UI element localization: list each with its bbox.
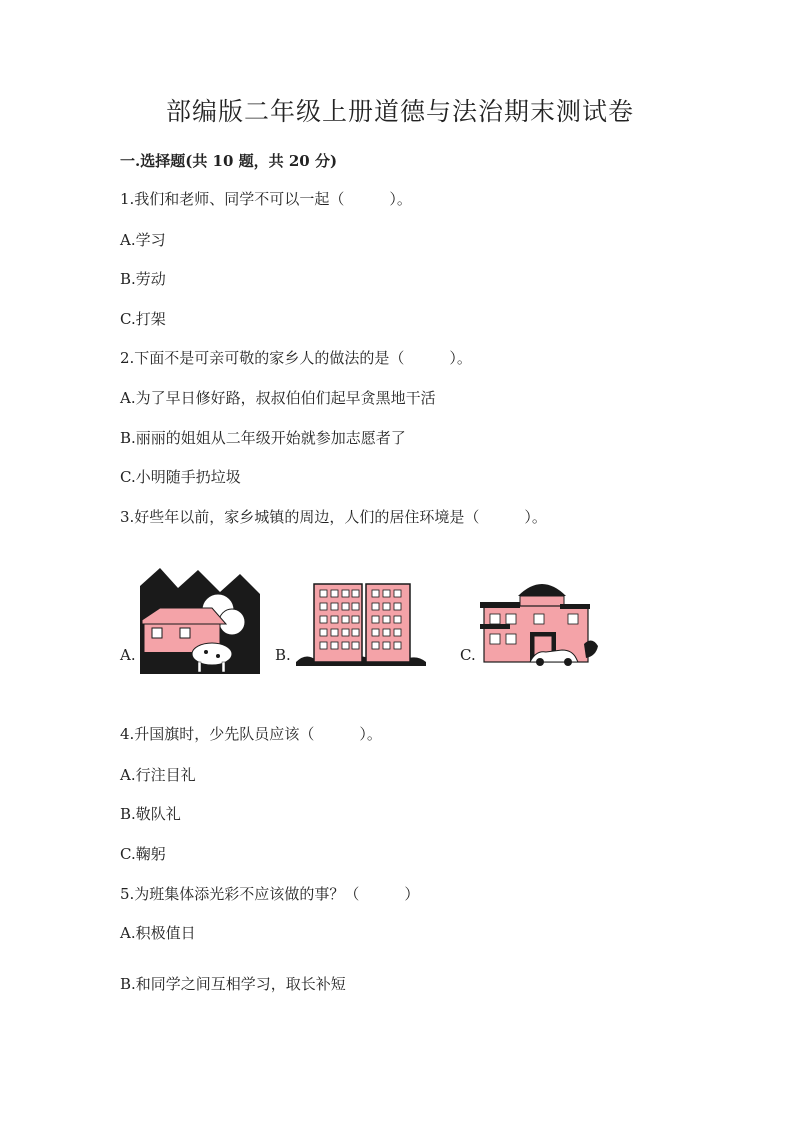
q3-option-b-label: B.: [275, 646, 291, 664]
question-2: 2.下面不是可亲可敬的家乡人的做法的是（ ）。: [120, 349, 472, 367]
question-3: 3.好些年以前，家乡城镇的周边，人们的居住环境是（ ）。: [120, 508, 547, 526]
village-house-picture: [140, 566, 260, 674]
q4-option-b: B.敬队礼: [120, 805, 181, 823]
question-1: 1.我们和老师、同学不可以一起（ ）。: [120, 190, 412, 208]
q5-option-b: B.和同学之间互相学习，取长补短: [120, 975, 346, 993]
q2-option-a: A.为了早日修好路，叔叔伯伯们起早贪黑地干活: [120, 389, 436, 407]
q2-option-c: C.小明随手扔垃圾: [120, 468, 241, 486]
q1-option-a: A.学习: [120, 231, 166, 249]
q4-option-c: C.鞠躬: [120, 845, 166, 863]
q3-option-a-label: A.: [120, 646, 136, 664]
section-heading: 一.选择题(共 10 题，共 20 分): [120, 152, 338, 170]
question-5: 5.为班集体添光彩不应该做的事？（ ）: [120, 885, 420, 903]
q2-option-b: B.丽丽的姐姐从二年级开始就参加志愿者了: [120, 429, 406, 447]
q3-option-c-label: C.: [460, 646, 476, 664]
question-4: 4.升国旗时，少先队员应该（ ）。: [120, 725, 382, 743]
q5-option-a: A.积极值日: [120, 924, 196, 942]
q1-option-b: B.劳动: [120, 270, 166, 288]
modern-house-picture: [480, 574, 600, 666]
apartment-towers-picture: [296, 578, 426, 666]
exam-title: 部编版二年级上册道德与法治期末测试卷: [165, 97, 634, 126]
q1-option-c: C.打架: [120, 310, 166, 328]
q4-option-a: A.行注目礼: [120, 766, 196, 784]
